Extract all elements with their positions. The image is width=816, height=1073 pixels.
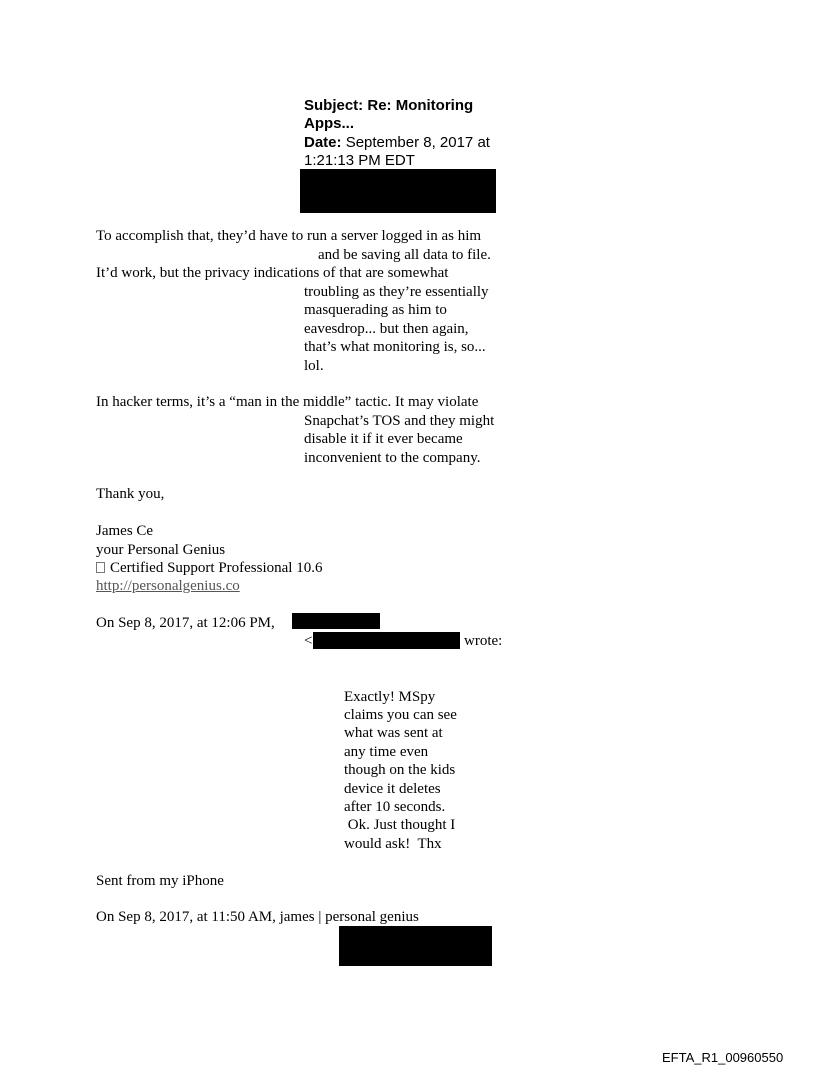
quoted-line: device it deletes xyxy=(344,781,441,797)
body-line: eavesdrop... but then again, xyxy=(304,321,469,337)
redaction-box xyxy=(339,926,492,966)
body-line: that’s what monitoring is, so... xyxy=(304,339,486,355)
quoted-line: would ask! Thx xyxy=(344,836,442,852)
missing-glyph-icon xyxy=(96,562,105,573)
body-line: lol. xyxy=(304,358,324,374)
date-line xyxy=(304,134,490,153)
date-text-1: September 8, 2017 at xyxy=(345,134,490,151)
body-line: It’d work, but the privacy indications of that are somewhat xyxy=(96,265,449,281)
body-line: inconvenient to the company. xyxy=(304,450,481,466)
signature-link-row xyxy=(96,577,240,596)
email-lt: < xyxy=(304,633,313,649)
signature-name: James Ce xyxy=(96,523,154,539)
subject-line-2 xyxy=(304,115,354,134)
subject-text-1: Re: Monitoring xyxy=(367,97,474,114)
signature-link[interactable]: http://personalgenius.co xyxy=(96,578,240,594)
subject-line xyxy=(304,97,473,116)
body-line: Snapchat’s TOS and they might xyxy=(304,413,495,429)
thanks-line: Thank you, xyxy=(96,486,165,502)
date-text-2: 1:21:13 PM EDT xyxy=(304,152,415,169)
document-id: EFTA_R1_00960550 xyxy=(662,1050,784,1065)
quoted-line: what was sent at xyxy=(344,725,443,741)
body-line: troubling as they’re essentially xyxy=(304,284,489,300)
redaction-box xyxy=(313,632,460,649)
signature-title: your Personal Genius xyxy=(96,542,226,558)
date-line-2 xyxy=(304,152,415,171)
date-label: Date: xyxy=(304,134,342,151)
quoted-line: Exactly! MSpy xyxy=(344,689,436,705)
quote-attribution-2: On Sep 8, 2017, at 11:50 AM, james | personal genius xyxy=(96,909,419,925)
body-line: In hacker terms, it’s a “man in the middle” tactic. It may violate xyxy=(96,394,479,410)
sent-from-line: Sent from my iPhone xyxy=(96,873,224,889)
body-line: disable it if it ever became xyxy=(304,431,463,447)
quoted-line: though on the kids xyxy=(344,762,456,778)
quote-attribution-1: On Sep 8, 2017, at 12:06 PM, xyxy=(96,615,275,631)
subject-text-2: Apps... xyxy=(304,115,355,132)
signature-cert xyxy=(96,559,322,578)
subject-label: Subject: xyxy=(304,97,364,114)
quoted-line: after 10 seconds. xyxy=(344,799,446,815)
redaction-box xyxy=(292,613,380,629)
signature-cert-text: Certified Support Professional 10.6 xyxy=(110,560,323,576)
quoted-line: claims you can see xyxy=(344,707,457,723)
quoted-line: any time even xyxy=(344,744,429,760)
wrote-label: wrote: xyxy=(464,633,503,649)
body-line: masquerading as him to xyxy=(304,302,447,318)
body-line: To accomplish that, they’d have to run a server logged in as him xyxy=(96,228,482,244)
body-line: and be saving all data to file. xyxy=(318,247,491,263)
quoted-line: Ok. Just thought I xyxy=(344,817,456,833)
redaction-box xyxy=(300,169,496,213)
